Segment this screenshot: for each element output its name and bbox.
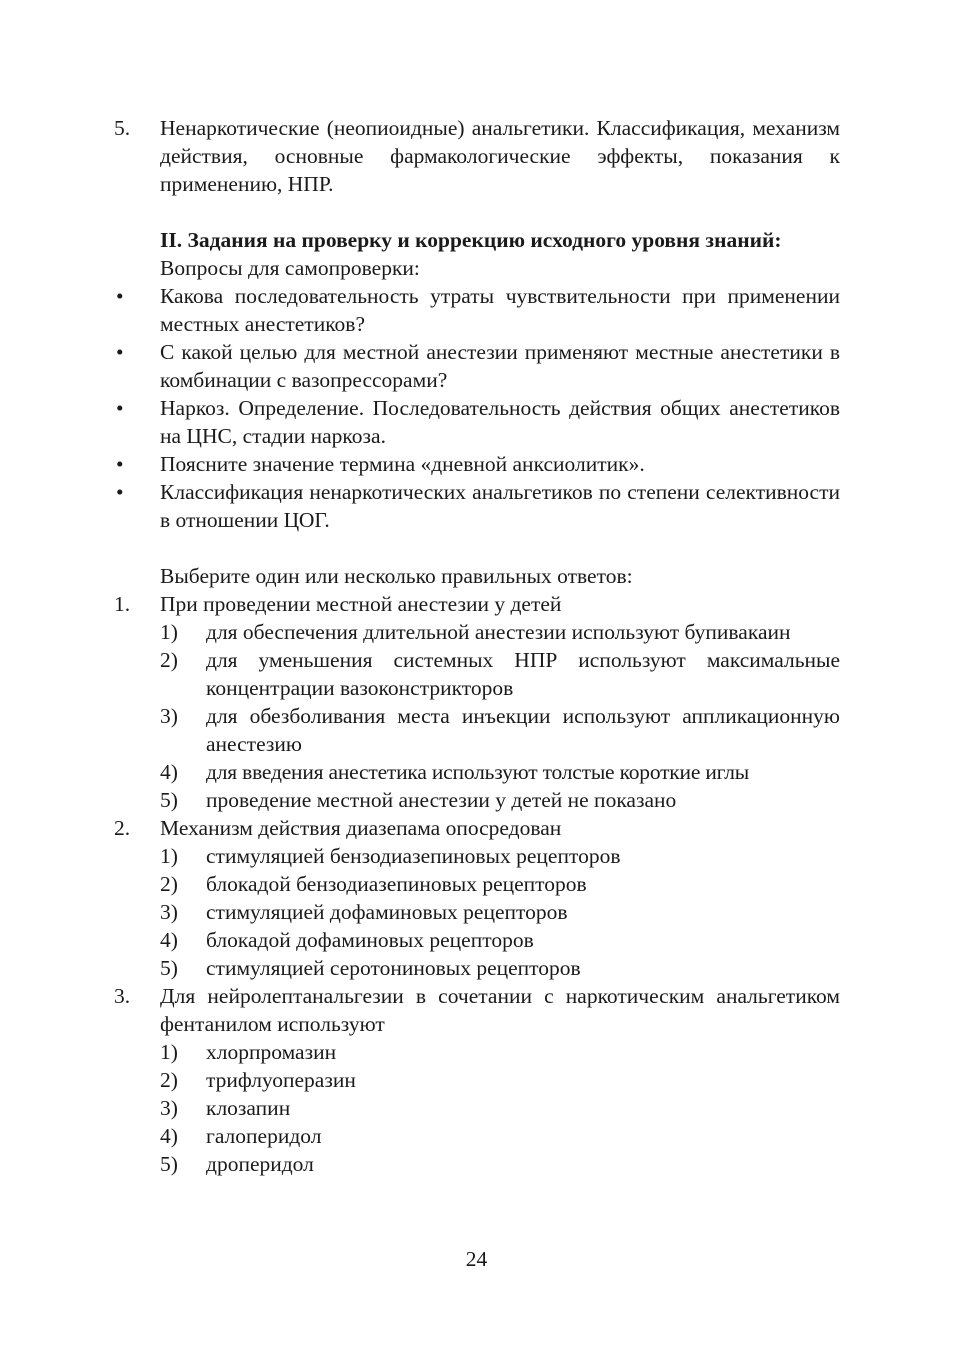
bullet-icon: • bbox=[116, 452, 124, 476]
bullet-item bbox=[114, 394, 840, 450]
option-number: 5) bbox=[160, 788, 178, 812]
question-number: 3. bbox=[114, 984, 131, 1008]
bullet-text: Классификация ненаркотических анальгетиков по степени селективности в отношении ЦОГ. bbox=[160, 480, 840, 532]
option-text: блокадой дофаминовых рецепторов bbox=[206, 928, 534, 952]
bullet-icon: • bbox=[116, 396, 124, 420]
list-item-5 bbox=[114, 114, 840, 198]
answer-option bbox=[114, 1038, 840, 1066]
option-text: для обеспечения длительной анестезии используют бупивакаин bbox=[206, 620, 791, 644]
quiz-question bbox=[114, 814, 840, 982]
bullet-icon: • bbox=[116, 284, 124, 308]
option-text: блокадой бензодиазепиновых рецепторов bbox=[206, 872, 587, 896]
option-text: для обезболивания места инъекции используют аппликационную анестезию bbox=[206, 704, 840, 756]
option-number: 1) bbox=[160, 620, 178, 644]
question-stem bbox=[114, 590, 840, 618]
bullet-item bbox=[114, 478, 840, 534]
question-number: 2. bbox=[114, 816, 131, 840]
option-number: 4) bbox=[160, 1124, 178, 1148]
option-number: 4) bbox=[160, 928, 178, 952]
answer-option bbox=[114, 758, 840, 786]
option-number: 3) bbox=[160, 1096, 178, 1120]
answer-option bbox=[114, 702, 840, 758]
answer-option bbox=[114, 618, 840, 646]
option-number: 1) bbox=[160, 1040, 178, 1064]
option-number: 1) bbox=[160, 844, 178, 868]
option-text: клозапин bbox=[206, 1096, 291, 1120]
option-text: стимуляцией серотониновых рецепторов bbox=[206, 956, 581, 980]
quiz-instruction: Выберите один или несколько правильных ответов: bbox=[160, 564, 633, 588]
option-number: 5) bbox=[160, 1152, 178, 1176]
document-page bbox=[114, 114, 840, 1178]
option-text: галоперидол bbox=[206, 1124, 322, 1148]
self-check-label: Вопросы для самопроверки: bbox=[160, 256, 420, 280]
question-text: Механизм действия диазепама опосредован bbox=[160, 816, 562, 840]
option-text: стимуляцией дофаминовых рецепторов bbox=[206, 900, 568, 924]
quiz-question bbox=[114, 590, 840, 814]
option-text: дроперидол bbox=[206, 1152, 314, 1176]
option-number: 5) bbox=[160, 956, 178, 980]
answer-option bbox=[114, 786, 840, 814]
option-text: трифлуоперазин bbox=[206, 1068, 356, 1092]
list-item-number: 5. bbox=[114, 116, 131, 140]
option-text: хлорпромазин bbox=[206, 1040, 337, 1064]
option-number: 3) bbox=[160, 704, 178, 728]
section-heading: II. Задания на проверку и коррекцию исходного уровня знаний: bbox=[160, 228, 782, 252]
question-stem bbox=[114, 982, 840, 1038]
option-text: для введения анестетика используют толстые короткие иглы bbox=[206, 760, 749, 784]
list-item-text: Ненаркотические (неопиоидные) анальгетики. Классификация, механизм действия, основные фармакологические эффекты, показания к применению, НПР. bbox=[160, 116, 840, 196]
bullet-text: Наркоз. Определение. Последовательность действия общих анестетиков на ЦНС, стадии наркоза. bbox=[160, 396, 840, 448]
option-number: 3) bbox=[160, 900, 178, 924]
bullet-item bbox=[114, 282, 840, 338]
bullet-item bbox=[114, 338, 840, 394]
bullet-text: С какой целью для местной анестезии применяют местные анестетики в комбинации с вазопрессорами? bbox=[160, 340, 840, 392]
answer-option bbox=[114, 646, 840, 702]
question-text: При проведении местной анестезии у детей bbox=[160, 592, 562, 616]
question-text: Для нейролептанальгезии в сочетании с наркотическим анальгетиком фентанилом используют bbox=[160, 984, 840, 1036]
option-number: 4) bbox=[160, 760, 178, 784]
option-number: 2) bbox=[160, 648, 178, 672]
answer-option bbox=[114, 954, 840, 982]
self-check-questions bbox=[114, 282, 840, 534]
question-stem bbox=[114, 814, 840, 842]
option-text: стимуляцией бензодиазепиновых рецепторов bbox=[206, 844, 621, 868]
answer-option bbox=[114, 870, 840, 898]
quiz-question bbox=[114, 982, 840, 1178]
bullet-text: Какова последовательность утраты чувствительности при применении местных анестетиков? bbox=[160, 284, 840, 336]
answer-option bbox=[114, 1122, 840, 1150]
answer-option bbox=[114, 842, 840, 870]
answer-option bbox=[114, 926, 840, 954]
bullet-icon: • bbox=[116, 480, 124, 504]
option-number: 2) bbox=[160, 872, 178, 896]
option-number: 2) bbox=[160, 1068, 178, 1092]
answer-option bbox=[114, 1066, 840, 1094]
question-number: 1. bbox=[114, 592, 131, 616]
bullet-text: Поясните значение термина «дневной анксиолитик». bbox=[160, 452, 645, 476]
answer-option bbox=[114, 1150, 840, 1178]
answer-option bbox=[114, 898, 840, 926]
option-text: проведение местной анестезии у детей не показано bbox=[206, 788, 677, 812]
answer-option bbox=[114, 1094, 840, 1122]
bullet-item bbox=[114, 450, 840, 478]
page-number: 24 bbox=[465, 1247, 488, 1271]
option-text: для уменьшения системных НПР используют максимальные концентрации вазоконстрикторов bbox=[206, 648, 840, 700]
bullet-icon: • bbox=[116, 340, 124, 364]
